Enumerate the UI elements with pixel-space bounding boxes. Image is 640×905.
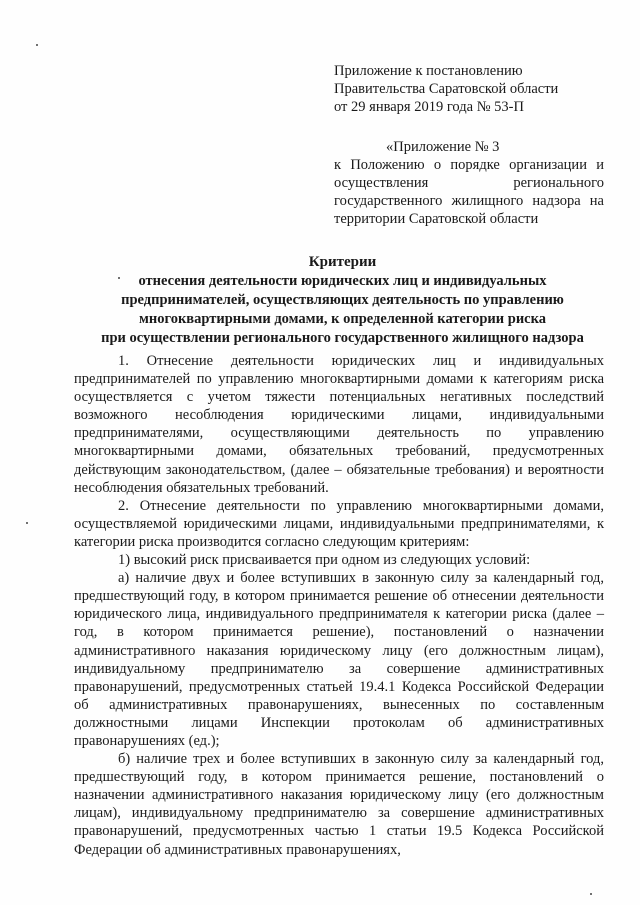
appendix-block (334, 138, 604, 228)
paragraph-4: а) наличие двух и более вступивших в законную силу за календарный год, предшествующий году, в котором принимается решение об отнесении деятельности юридического лица, индивидуального предпринимателя к категории риска (далее – год, в котором принимается решение), постановлений о назначении административного наказания юридическому лицу (его должностным лицам), индивидуальному предпринимателю за совершение административных правонарушений, предусмотренных статьей 19.4.1 Кодекса Российской Федерации об административных правонарушениях, вынесенных по составленным должностными лицами Инспекции протоколам об административных правонарушениях (ед.); (74, 570, 604, 749)
scan-speck (36, 44, 38, 46)
scan-speck (590, 893, 592, 895)
approval-line-1: Приложение к постановлению (334, 63, 523, 79)
approval-line-3: от 29 января 2019 года № 53-П (334, 99, 524, 115)
paragraph-5: б) наличие трех и более вступивших в законную силу за календарный год, предшествующий году, в котором принимается решение, постановлений о назначении административного наказания юридическому лицу (его должностным лицам), индивидуальному предпринимателю за совершение административных правонарушений, предусмотренных частью 1 статьи 19.5 Кодекса Российской Федерации об административных правонарушениях, (74, 751, 604, 858)
document-body (74, 352, 604, 859)
approval-line-2: Правительства Саратовской области (334, 81, 559, 97)
appendix-text: к Положению о порядке организации и осуществления регионального государственного жилищного надзора на территории Саратовской области (334, 157, 604, 227)
title-line-2: предпринимателей, осуществляющих деятельность по управлению (121, 292, 564, 308)
scan-speck (26, 522, 28, 524)
scan-speck (118, 277, 120, 279)
appendix-number: «Приложение № 3 (386, 139, 500, 155)
title-line-4: при осуществлении регионального государственного жилищного надзора (101, 330, 584, 346)
paragraph-2: 2. Отнесение деятельности по управлению многоквартирными домами, осуществляемой юридическими лицами, индивидуальными предпринимателями, к категории риска производится согласно следующим критериям: (74, 497, 604, 550)
approval-block (334, 62, 614, 116)
paragraph-1: 1. Отнесение деятельности юридических лиц и индивидуальных предпринимателей по управлению многоквартирными домами к категориям риска осуществляется с учетом тяжести потенциальных негативных последствий возможного несоблюдения юридическими лицами, индивидуальными предпринимателями, осуществляющими деятельность по управлению многоквартирными домами, обязательных требований, предусмотренных действующим законодательством, (далее – обязательные требования) и вероятности несоблюдения обязательных требований. (74, 353, 604, 496)
title-line-3: многоквартирными домами, к определенной категории риска (138, 311, 546, 327)
title-heading: Критерии (308, 254, 377, 270)
title-line-1: отнесения деятельности юридических лиц и индивидуальных (138, 273, 547, 289)
document-title (70, 253, 615, 348)
paragraph-3: 1) высокий риск присваивается при одном из следующих условий: (118, 552, 531, 569)
